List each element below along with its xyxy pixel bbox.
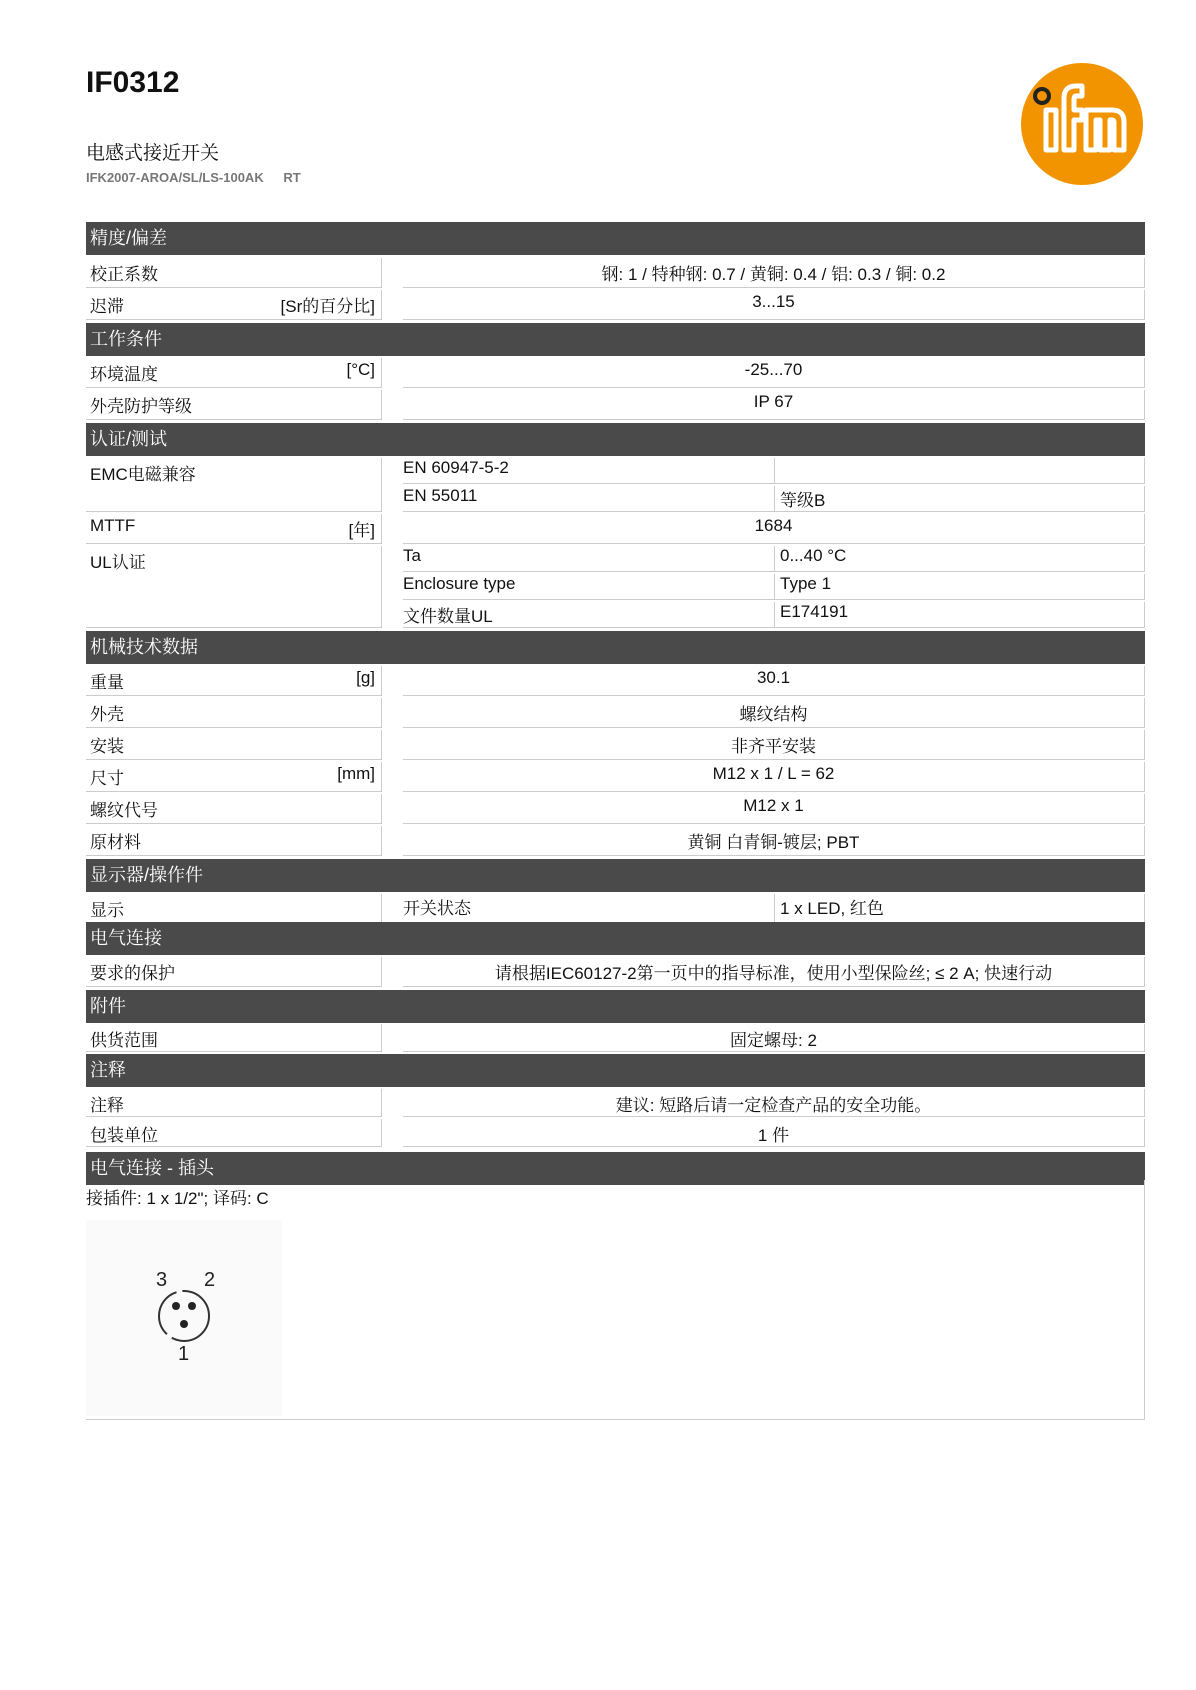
- label: 外壳: [90, 705, 124, 724]
- value: 请根据IEC60127-2第一页中的指导标准，使用小型保险丝; ≤ 2 A; 快速行动: [403, 957, 1145, 987]
- emc-class: 等级B: [775, 486, 1145, 512]
- label: 外壳防护等级: [90, 397, 192, 416]
- value: M12 x 1: [403, 794, 1145, 824]
- value: 黄铜 白青铜-镀层; PBT: [403, 826, 1145, 856]
- row-display: [86, 894, 1145, 924]
- value: IP 67: [403, 390, 1145, 420]
- section-electrical-header: 电气连接: [86, 922, 1145, 955]
- row-housing: [86, 698, 1145, 728]
- pin-label-3: 3: [156, 1269, 168, 1291]
- label: 安装: [90, 737, 124, 756]
- ul-key: Ta: [403, 546, 775, 572]
- section-mechanical-header: 机械技术数据: [86, 631, 1145, 664]
- label: 注释: [90, 1096, 124, 1115]
- label: 环境温度: [90, 365, 158, 384]
- row-correction-factor: [86, 258, 1145, 288]
- value: 建议: 短路后请一定检查产品的安全功能。: [403, 1089, 1145, 1117]
- row-scope-of-supply: [86, 1024, 1145, 1052]
- row-material: [86, 826, 1145, 856]
- row-ambient-temp: [86, 358, 1145, 388]
- emc-class: [775, 458, 1145, 484]
- value: -25...70: [403, 358, 1145, 388]
- value: 3...15: [403, 290, 1145, 320]
- row-hysteresis: [86, 290, 1145, 320]
- label: 校正系数: [90, 265, 158, 284]
- value: 螺纹结构: [403, 698, 1145, 728]
- label: UL认证: [90, 553, 146, 572]
- connector-box: [86, 1180, 1145, 1420]
- product-subtitle: 电感式接近开关: [86, 143, 220, 164]
- section-display-header: 显示器/操作件: [86, 859, 1145, 892]
- ifm-logo: [1020, 62, 1144, 186]
- section-remarks-header: 注释: [86, 1054, 1145, 1087]
- value: 非齐平安装: [403, 730, 1145, 760]
- label: 原材料: [90, 833, 141, 852]
- label: 重量: [90, 673, 124, 692]
- label: EMC电磁兼容: [90, 465, 196, 484]
- row-weight: [86, 666, 1145, 696]
- row-ul: [86, 546, 1145, 628]
- label: 尺寸: [90, 769, 124, 788]
- unit: [年]: [348, 521, 375, 540]
- unit: [g]: [356, 668, 375, 687]
- row-packaging: [86, 1119, 1145, 1147]
- row-emc: [86, 458, 1145, 512]
- row-dimensions: [86, 762, 1145, 792]
- pin-2-dot: [188, 1302, 196, 1310]
- section-operating-header: 工作条件: [86, 323, 1145, 356]
- pin-label-2: 2: [204, 1269, 216, 1291]
- emc-standard: EN 60947-5-2: [403, 458, 775, 484]
- label: 迟滞: [90, 297, 124, 316]
- display-value: 1 x LED, 红色: [775, 894, 1145, 924]
- model-suffix: RT: [283, 170, 301, 185]
- pin-3-dot: [172, 1302, 180, 1310]
- label: MTTF: [90, 516, 136, 535]
- unit: [Sr的百分比]: [280, 297, 375, 316]
- ul-value: 0...40 °C: [775, 546, 1145, 572]
- row-remark: [86, 1089, 1145, 1117]
- section-connector-header: 电气连接 - 插头: [86, 1152, 1145, 1185]
- label: 要求的保护: [90, 964, 175, 983]
- display-key: 开关状态: [403, 894, 775, 924]
- section-approvals-header: 认证/测试: [86, 423, 1145, 456]
- row-protection: [86, 390, 1145, 420]
- ul-value: Type 1: [775, 574, 1145, 600]
- unit: [mm]: [337, 764, 375, 783]
- value: 30.1: [403, 666, 1145, 696]
- value: 1 件: [403, 1119, 1145, 1147]
- value: 固定螺母: 2: [403, 1024, 1145, 1052]
- pin-label-1: 1: [178, 1343, 190, 1365]
- value: 钢: 1 / 特种钢: 0.7 / 黄铜: 0.4 / 铝: 0.3 / 铜: 0.2: [403, 258, 1145, 288]
- model-code: IFK2007-AROA/SL/LS-100AK: [86, 170, 264, 185]
- row-mounting: [86, 730, 1145, 760]
- unit: [°C]: [346, 360, 375, 379]
- value: M12 x 1 / L = 62: [403, 762, 1145, 792]
- pin-1-dot: [180, 1320, 188, 1328]
- ul-key: Enclosure type: [403, 574, 775, 600]
- row-mttf: [86, 514, 1145, 544]
- section-accuracy-header: 精度/偏差: [86, 222, 1145, 255]
- row-protection-required: [86, 957, 1145, 987]
- label: 包装单位: [90, 1126, 158, 1145]
- connector-pinout-diagram: [86, 1220, 282, 1416]
- value: 1684: [403, 514, 1145, 544]
- section-accessories-header: 附件: [86, 990, 1145, 1023]
- ul-value: E174191: [775, 602, 1145, 628]
- label: 供货范围: [90, 1031, 158, 1050]
- model-line: [86, 170, 317, 185]
- label: 显示: [90, 901, 124, 920]
- ul-key: 文件数量UL: [403, 602, 775, 628]
- product-title: IF0312: [86, 66, 180, 99]
- connector-description: 接插件: 1 x 1/2"; 译码: C: [86, 1189, 269, 1208]
- label: 螺纹代号: [90, 801, 158, 820]
- emc-standard: EN 55011: [403, 486, 775, 512]
- row-thread: [86, 794, 1145, 824]
